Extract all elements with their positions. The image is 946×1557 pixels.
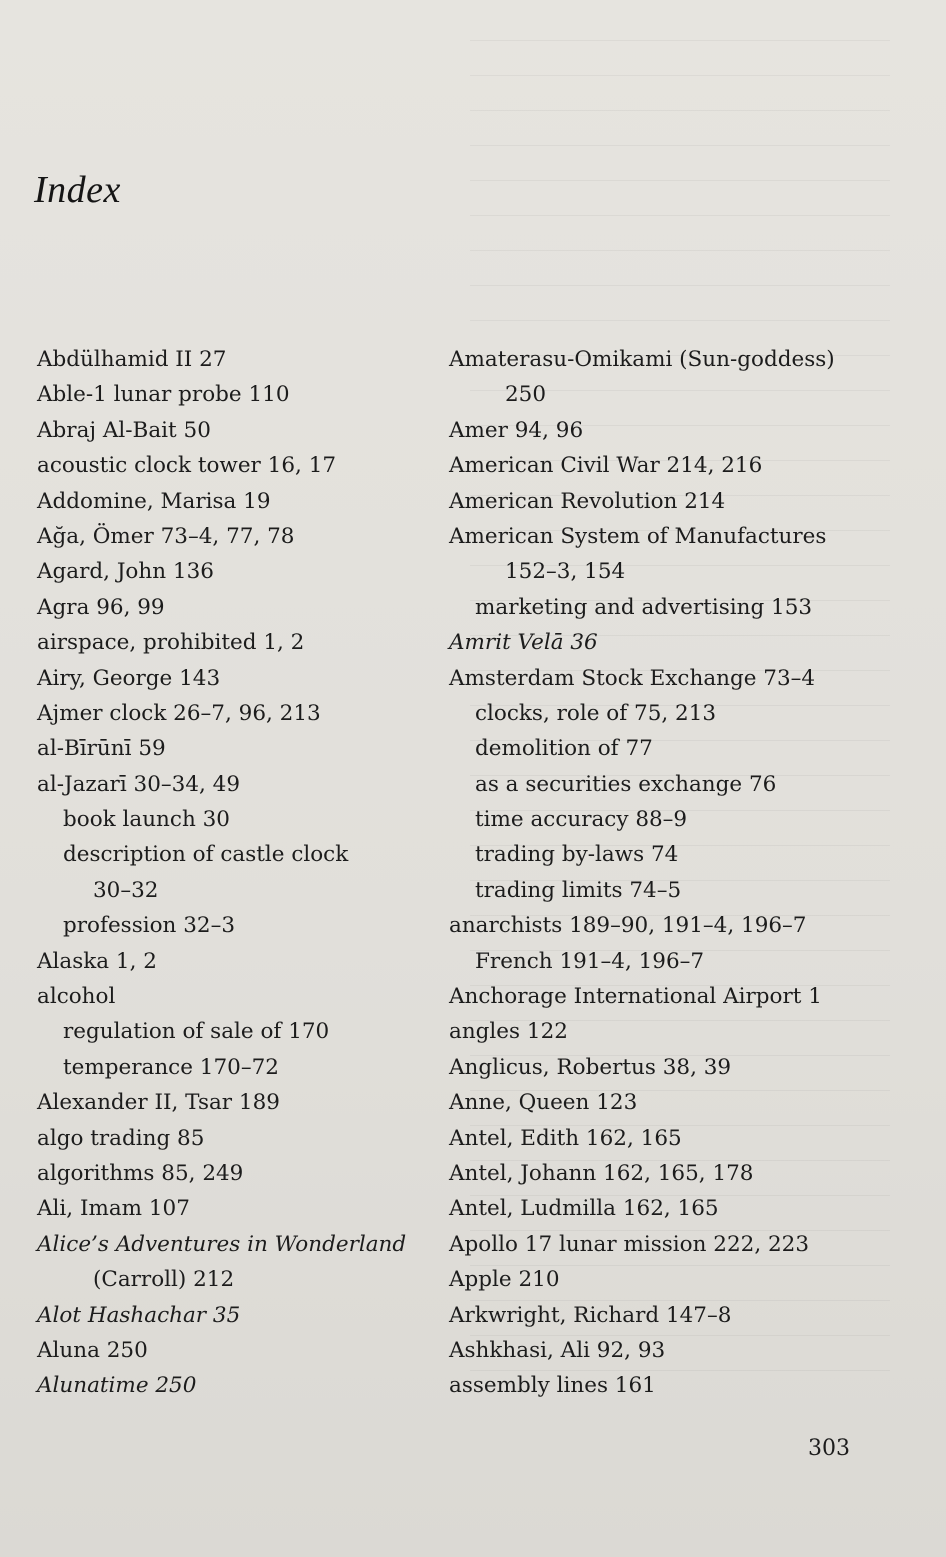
- index-entry: Able-1 lunar probe 110: [37, 382, 290, 408]
- index-subentry: description of castle clock: [63, 842, 349, 868]
- index-subentry: demolition of 77: [475, 736, 653, 762]
- index-entry: Addomine, Marisa 19: [37, 488, 271, 514]
- index-entry: Apollo 17 lunar mission 222, 223: [449, 1231, 810, 1257]
- index-entry: Anglicus, Robertus 38, 39: [449, 1054, 732, 1080]
- index-entry: Amsterdam Stock Exchange 73–4: [449, 665, 816, 691]
- index-subentry: 30–32: [93, 877, 159, 903]
- index-entry: Amrit Velā 36: [449, 630, 598, 656]
- index-entry: Antel, Johann 162, 165, 178: [449, 1160, 754, 1186]
- index-entry: American Revolution 214: [449, 488, 726, 514]
- index-entry: Aluna 250: [37, 1337, 148, 1363]
- index-entry: algo trading 85: [37, 1125, 205, 1151]
- index-entry: algorithms 85, 249: [37, 1160, 244, 1186]
- index-subentry: clocks, role of 75, 213: [475, 700, 717, 726]
- index-entry: Ashkhasi, Ali 92, 93: [449, 1337, 666, 1363]
- index-entry: airspace, prohibited 1, 2: [37, 630, 305, 656]
- index-entry: Ajmer clock 26–7, 96, 213: [37, 700, 321, 726]
- index-subentry: marketing and advertising 153: [475, 594, 813, 620]
- index-entry: al-Bīrūnī 59: [37, 736, 166, 762]
- page-title: Index: [34, 169, 121, 211]
- index-entry: Antel, Edith 162, 165: [449, 1125, 682, 1151]
- index-entry: Agard, John 136: [37, 559, 214, 585]
- index-entry: Antel, Ludmilla 162, 165: [449, 1196, 719, 1222]
- index-entry: anarchists 189–90, 191–4, 196–7: [449, 913, 807, 939]
- index-entry: Anchorage International Airport 1: [449, 984, 822, 1010]
- index-subentry: trading limits 74–5: [475, 877, 682, 903]
- index-entry: alcohol: [37, 984, 116, 1010]
- index-entry: American System of Manufactures: [449, 523, 827, 549]
- index-entry: Alexander II, Tsar 189: [37, 1090, 280, 1116]
- index-subentry: 152–3, 154: [505, 559, 626, 585]
- index-entry: Amaterasu-Omikami (Sun-goddess): [449, 347, 835, 372]
- index-subentry: trading by-laws 74: [475, 842, 679, 868]
- index-entry: Abdülhamid II 27: [37, 347, 227, 372]
- index-subentry: French 191–4, 196–7: [475, 948, 705, 974]
- index-entry: Amer 94, 96: [449, 417, 584, 443]
- index-subentry: 250: [505, 382, 547, 408]
- index-column-left: [37, 342, 437, 1404]
- index-subentry: regulation of sale of 170: [63, 1019, 330, 1045]
- index-entry: Ali, Imam 107: [37, 1196, 190, 1222]
- index-entry: Alunatime 250: [37, 1373, 197, 1399]
- index-subentry: book launch 30: [63, 807, 230, 833]
- index-entry: American Civil War 214, 216: [449, 453, 763, 479]
- index-entry: Airy, George 143: [37, 665, 221, 691]
- index-subentry: time accuracy 88–9: [475, 807, 688, 833]
- index-entry: Abraj Al-Bait 50: [37, 417, 211, 443]
- page-number: 303: [808, 1436, 850, 1461]
- index-entry: angles 122: [449, 1019, 568, 1045]
- index-entry: acoustic clock tower 16, 17: [37, 453, 337, 479]
- index-subentry: temperance 170–72: [63, 1054, 279, 1080]
- index-entry: Ağa, Ömer 73–4, 77, 78: [37, 523, 295, 549]
- index-entry: Apple 210: [449, 1267, 560, 1293]
- index-subentry: as a securities exchange 76: [475, 771, 777, 797]
- index-column-right: [449, 342, 909, 1404]
- index-entry: al-Jazarī 30–34, 49: [37, 771, 241, 797]
- index-entry: assembly lines 161: [449, 1373, 656, 1399]
- index-entry: Agra 96, 99: [37, 594, 165, 620]
- index-entry: Alice’s Adventures in Wonderland: [37, 1231, 407, 1257]
- index-entry: Alaska 1, 2: [37, 948, 157, 974]
- index-subentry: profession 32–3: [63, 913, 236, 939]
- index-entry: Arkwright, Richard 147–8: [449, 1302, 732, 1328]
- index-entry: Anne, Queen 123: [449, 1090, 638, 1116]
- index-subentry: (Carroll) 212: [93, 1267, 235, 1293]
- index-entry: Alot Hashachar 35: [37, 1302, 241, 1328]
